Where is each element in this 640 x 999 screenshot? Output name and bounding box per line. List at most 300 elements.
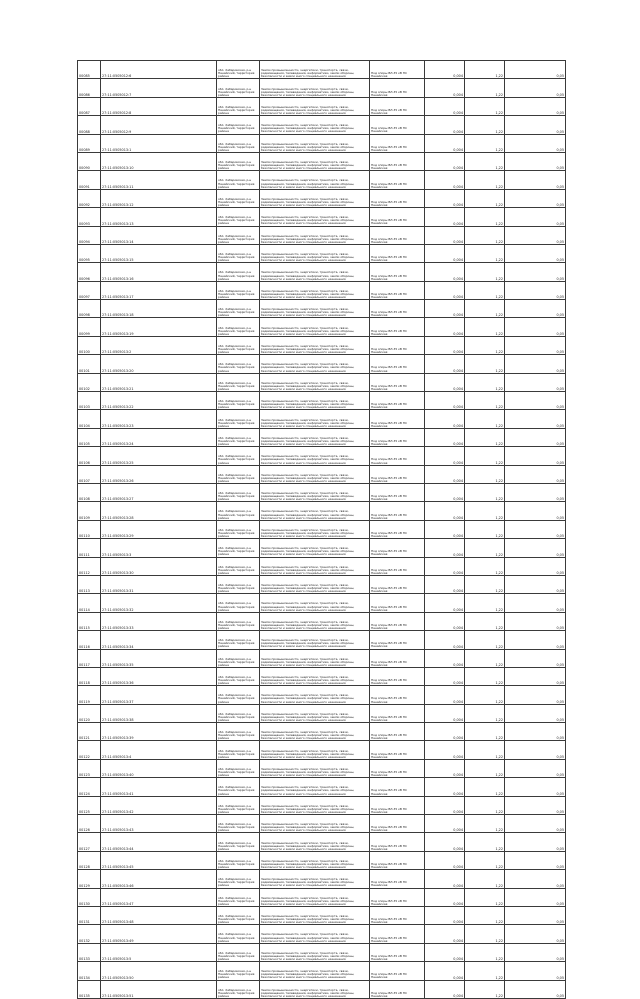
row-number-cell-text: 00093 bbox=[79, 221, 90, 226]
cadastral-number-cell bbox=[101, 318, 217, 336]
land-category-cell-text: Земли промышленности, энергетики, транспорта, связи, радиовещания, телевидения, информатики, земли обороны, безопасности и земли иного специального назначения bbox=[261, 841, 355, 851]
coefficient-cell-text: 1,22 bbox=[495, 552, 503, 557]
table-row bbox=[78, 318, 566, 336]
coefficient-cell-text: 1,22 bbox=[495, 570, 503, 575]
row-number-cell-text: 00094 bbox=[79, 239, 90, 244]
area-cell-text: 0,004 bbox=[453, 331, 463, 336]
cost-cell-text: 0,05 bbox=[556, 810, 564, 815]
table-row bbox=[78, 208, 566, 226]
cost-cell bbox=[505, 300, 566, 318]
coefficient-cell bbox=[465, 649, 505, 667]
area-cell bbox=[425, 980, 465, 998]
area-cell bbox=[425, 575, 465, 593]
cost-cell-text: 0,05 bbox=[556, 239, 564, 244]
coefficient-cell-text: 1,22 bbox=[495, 368, 503, 373]
row-number-cell-text: 00116 bbox=[79, 644, 90, 649]
permitted-use-cell bbox=[370, 631, 425, 649]
land-category-cell-text: Земли промышленности, энергетики, транспорта, связи, радиовещания, телевидения, информатики, земли обороны, безопасности и земли иного специального назначения bbox=[261, 657, 355, 667]
land-category-cell bbox=[260, 97, 370, 115]
permitted-use-cell bbox=[370, 649, 425, 667]
coefficient-cell bbox=[465, 686, 505, 704]
area-cell bbox=[425, 373, 465, 391]
location-cell-text: обл. Хабаровская, р-н Нанайский, территория района bbox=[218, 234, 255, 244]
row-number-cell bbox=[78, 263, 101, 281]
cadastral-number-cell bbox=[101, 244, 217, 262]
coefficient-cell bbox=[465, 539, 505, 557]
location-cell-text: обл. Хабаровская, р-н Нанайский, территория района bbox=[218, 915, 255, 925]
location-cell bbox=[217, 318, 260, 336]
cost-cell-text: 0,05 bbox=[556, 387, 564, 392]
cadastral-number-cell bbox=[101, 778, 217, 796]
cadastral-number-cell-text: 27:11:0505013:39 bbox=[102, 736, 134, 741]
area-cell bbox=[425, 502, 465, 520]
permitted-use-cell bbox=[370, 483, 425, 501]
area-cell-text: 0,004 bbox=[453, 810, 463, 815]
area-cell bbox=[425, 962, 465, 980]
location-cell-text: обл. Хабаровская, р-н Нанайский, территория района bbox=[218, 988, 255, 998]
permitted-use-cell-text: Под опоры ВЛ-35 кВ ПС Нанайская bbox=[371, 899, 407, 906]
coefficient-cell-text: 1,22 bbox=[495, 846, 503, 851]
coefficient-cell-text: 1,22 bbox=[495, 350, 503, 355]
row-number-cell-text: 00086 bbox=[79, 92, 90, 97]
row-number-cell-text: 00107 bbox=[79, 478, 90, 483]
cost-cell-text: 0,05 bbox=[556, 534, 564, 539]
area-cell bbox=[425, 649, 465, 667]
land-category-cell-text: Земли промышленности, энергетики, транспорта, связи, радиовещания, телевидения, информатики, земли обороны, безопасности и земли иного специального назначения bbox=[261, 970, 355, 980]
cadastral-number-cell bbox=[101, 686, 217, 704]
area-cell bbox=[425, 796, 465, 814]
location-cell bbox=[217, 189, 260, 207]
cost-cell-text: 0,05 bbox=[556, 276, 564, 281]
row-number-cell bbox=[78, 189, 101, 207]
area-cell-text: 0,004 bbox=[453, 221, 463, 226]
table-row bbox=[78, 851, 566, 869]
area-cell-text: 0,004 bbox=[453, 846, 463, 851]
area-cell-text: 0,004 bbox=[453, 368, 463, 373]
permitted-use-cell-text: Под опоры ВЛ-35 кВ ПС Нанайская bbox=[371, 237, 407, 244]
cost-cell-text: 0,05 bbox=[556, 92, 564, 97]
cadastral-number-cell-text: 27:11:0505013:51 bbox=[102, 993, 134, 998]
land-category-cell-text: Земли промышленности, энергетики, транспорта, связи, радиовещания, телевидения, информатики, земли обороны, безопасности и земли иного специального назначения bbox=[261, 786, 355, 796]
land-category-cell bbox=[260, 281, 370, 299]
permitted-use-cell bbox=[370, 152, 425, 170]
area-cell-text: 0,004 bbox=[453, 975, 463, 980]
location-cell bbox=[217, 796, 260, 814]
land-category-cell bbox=[260, 134, 370, 152]
location-cell bbox=[217, 300, 260, 318]
cost-cell bbox=[505, 741, 566, 759]
location-cell bbox=[217, 152, 260, 170]
row-number-cell-text: 00097 bbox=[79, 295, 90, 300]
permitted-use-cell bbox=[370, 79, 425, 97]
row-number-cell-text: 00122 bbox=[79, 754, 90, 759]
cost-cell bbox=[505, 189, 566, 207]
row-number-cell bbox=[78, 428, 101, 446]
cost-cell-text: 0,05 bbox=[556, 74, 564, 79]
permitted-use-cell-text: Под опоры ВЛ-35 кВ ПС Нанайская bbox=[371, 715, 407, 722]
table-row bbox=[78, 980, 566, 998]
area-cell-text: 0,004 bbox=[453, 129, 463, 134]
row-number-cell bbox=[78, 631, 101, 649]
cadastral-number-cell-text: 27:11:0505013:36 bbox=[102, 681, 134, 686]
permitted-use-cell bbox=[370, 796, 425, 814]
area-cell-text: 0,004 bbox=[453, 920, 463, 925]
cost-cell-text: 0,05 bbox=[556, 515, 564, 520]
location-cell bbox=[217, 61, 260, 79]
coefficient-cell-text: 1,22 bbox=[495, 405, 503, 410]
area-cell bbox=[425, 925, 465, 943]
location-cell bbox=[217, 815, 260, 833]
row-number-cell-text: 00092 bbox=[79, 203, 90, 208]
coefficient-cell-text: 1,22 bbox=[495, 607, 503, 612]
area-cell-text: 0,004 bbox=[453, 166, 463, 171]
location-cell-text: обл. Хабаровская, р-н Нанайский, территория района bbox=[218, 455, 255, 465]
location-cell bbox=[217, 870, 260, 888]
coefficient-cell-text: 1,22 bbox=[495, 718, 503, 723]
coefficient-cell bbox=[465, 97, 505, 115]
table-row bbox=[78, 925, 566, 943]
table-row bbox=[78, 649, 566, 667]
location-cell-text: обл. Хабаровская, р-н Нанайский, территория района bbox=[218, 951, 255, 962]
location-cell bbox=[217, 410, 260, 428]
location-cell-text: обл. Хабаровская, р-н Нанайский, территория района bbox=[218, 547, 255, 557]
permitted-use-cell bbox=[370, 539, 425, 557]
table-row bbox=[78, 962, 566, 980]
coefficient-cell-text: 1,22 bbox=[495, 331, 503, 336]
area-cell-text: 0,004 bbox=[453, 258, 463, 263]
cadastral-number-cell-text: 27:11:0505013:5 bbox=[102, 957, 132, 962]
cost-cell-text: 0,05 bbox=[556, 552, 564, 557]
cadastral-number-cell bbox=[101, 428, 217, 446]
table-row bbox=[78, 520, 566, 538]
location-cell bbox=[217, 833, 260, 851]
permitted-use-cell bbox=[370, 575, 425, 593]
location-cell-text: обл. Хабаровская, р-н Нанайский, территория района bbox=[218, 510, 255, 520]
row-number-cell bbox=[78, 226, 101, 244]
location-cell bbox=[217, 759, 260, 777]
row-number-cell-text: 00121 bbox=[79, 736, 90, 741]
row-number-cell-text: 00123 bbox=[79, 773, 90, 778]
area-cell-text: 0,004 bbox=[453, 552, 463, 557]
area-cell-text: 0,004 bbox=[453, 350, 463, 355]
row-number-cell bbox=[78, 520, 101, 538]
land-category-cell-text: Земли промышленности, энергетики, транспорта, связи, радиовещания, телевидения, информатики, земли обороны, безопасности и земли иного специального назначения bbox=[261, 253, 355, 263]
row-number-cell-text: 00087 bbox=[79, 111, 90, 116]
cost-cell-text: 0,05 bbox=[556, 901, 564, 906]
row-number-cell bbox=[78, 300, 101, 318]
land-category-cell bbox=[260, 392, 370, 410]
cadastral-number-cell bbox=[101, 704, 217, 722]
cost-cell bbox=[505, 226, 566, 244]
cost-cell-text: 0,05 bbox=[556, 662, 564, 667]
cadastral-number-cell-text: 27:11:0505013:3 bbox=[102, 552, 132, 557]
location-cell bbox=[217, 851, 260, 869]
permitted-use-cell-text: Под опоры ВЛ-35 кВ ПС Нанайская bbox=[371, 826, 407, 833]
cost-cell-text: 0,05 bbox=[556, 497, 564, 502]
area-cell-text: 0,004 bbox=[453, 607, 463, 612]
cadastral-number-cell bbox=[101, 336, 217, 354]
cost-cell-text: 0,05 bbox=[556, 828, 564, 833]
area-cell bbox=[425, 244, 465, 262]
coefficient-cell-text: 1,22 bbox=[495, 423, 503, 428]
permitted-use-cell-text: Под опоры ВЛ-35 кВ ПС Нанайская bbox=[371, 587, 407, 594]
cost-cell bbox=[505, 575, 566, 593]
land-category-cell bbox=[260, 410, 370, 428]
coefficient-cell bbox=[465, 704, 505, 722]
cost-cell bbox=[505, 778, 566, 796]
table-row bbox=[78, 300, 566, 318]
cadastral-number-cell-text: 27:11:0505013:38 bbox=[102, 718, 134, 723]
land-category-cell-text: Земли промышленности, энергетики, транспорта, связи, радиовещания, телевидения, информатики, земли обороны, безопасности и земли иного специального назначения bbox=[261, 694, 355, 704]
area-cell bbox=[425, 116, 465, 134]
area-cell bbox=[425, 870, 465, 888]
land-category-cell bbox=[260, 336, 370, 354]
location-cell bbox=[217, 575, 260, 593]
cost-cell bbox=[505, 281, 566, 299]
cadastral-number-cell-text: 27:11:0505013:40 bbox=[102, 773, 134, 778]
cadastral-number-cell-text: 27:11:0505013:10 bbox=[102, 166, 134, 171]
land-category-cell bbox=[260, 483, 370, 501]
row-number-cell-text: 00135 bbox=[79, 993, 90, 998]
location-cell bbox=[217, 281, 260, 299]
land-category-cell-text: Земли промышленности, энергетики, транспорта, связи, радиовещания, телевидения, информатики, земли обороны, безопасности и земли иного специального назначения bbox=[261, 639, 355, 649]
coefficient-cell-text: 1,22 bbox=[495, 791, 503, 796]
row-number-cell-text: 00125 bbox=[79, 810, 90, 815]
permitted-use-cell bbox=[370, 594, 425, 612]
row-number-cell bbox=[78, 410, 101, 428]
location-cell bbox=[217, 171, 260, 189]
cost-cell bbox=[505, 557, 566, 575]
cadastral-number-cell bbox=[101, 263, 217, 281]
land-category-cell-text: Земли промышленности, энергетики, транспорта, связи, радиовещания, телевидения, информатики, земли обороны, безопасности и земли иного специального назначения bbox=[261, 197, 355, 208]
location-cell bbox=[217, 336, 260, 354]
table-row bbox=[78, 631, 566, 649]
area-cell-text: 0,004 bbox=[453, 865, 463, 870]
row-number-cell bbox=[78, 741, 101, 759]
row-number-cell bbox=[78, 336, 101, 354]
location-cell-text: обл. Хабаровская, р-н Нанайский, территория района bbox=[218, 473, 255, 483]
permitted-use-cell bbox=[370, 943, 425, 961]
table-row bbox=[78, 447, 566, 465]
cadastral-number-cell bbox=[101, 79, 217, 97]
area-cell-text: 0,004 bbox=[453, 699, 463, 704]
coefficient-cell bbox=[465, 61, 505, 79]
location-cell bbox=[217, 97, 260, 115]
area-cell-text: 0,004 bbox=[453, 92, 463, 97]
cadastral-number-cell bbox=[101, 833, 217, 851]
cadastral-number-cell bbox=[101, 906, 217, 924]
location-cell bbox=[217, 943, 260, 961]
area-cell-text: 0,004 bbox=[453, 626, 463, 631]
cadastral-number-cell-text: 27:11:0505012:7 bbox=[102, 92, 132, 97]
area-cell bbox=[425, 723, 465, 741]
cadastral-number-cell-text: 27:11:0505013:49 bbox=[102, 938, 134, 943]
permitted-use-cell-text: Под опоры ВЛ-35 кВ ПС Нанайская bbox=[371, 973, 407, 980]
cost-cell-text: 0,05 bbox=[556, 791, 564, 796]
row-number-cell bbox=[78, 281, 101, 299]
permitted-use-cell-text: Под опоры ВЛ-35 кВ ПС Нанайская bbox=[371, 531, 407, 539]
location-cell-text: обл. Хабаровская, р-н Нанайский, территория района bbox=[218, 694, 255, 704]
location-cell-text: обл. Хабаровская, р-н Нанайский, территория района bbox=[218, 970, 255, 980]
row-number-cell bbox=[78, 612, 101, 630]
location-cell-text: обл. Хабаровская, р-н Нанайский, территория района bbox=[218, 363, 255, 373]
area-cell bbox=[425, 79, 465, 97]
area-cell bbox=[425, 392, 465, 410]
land-category-cell-text: Земли промышленности, энергетики, транспорта, связи, радиовещания, телевидения, информатики, земли обороны, безопасности и земли иного специального назначения bbox=[261, 823, 355, 833]
cost-cell bbox=[505, 355, 566, 373]
area-cell bbox=[425, 410, 465, 428]
cadastral-number-cell-text: 27:11:0505013:27 bbox=[102, 497, 134, 502]
cadastral-number-cell bbox=[101, 723, 217, 741]
permitted-use-cell bbox=[370, 263, 425, 281]
permitted-use-cell bbox=[370, 520, 425, 538]
land-category-cell-text: Земли промышленности, энергетики, транспорта, связи, радиовещания, телевидения, информатики, земли обороны, безопасности и земли иного специального назначения bbox=[261, 142, 355, 152]
location-cell bbox=[217, 134, 260, 152]
cadastral-number-cell bbox=[101, 980, 217, 998]
cost-cell-text: 0,05 bbox=[556, 331, 564, 336]
table-row bbox=[78, 355, 566, 373]
permitted-use-cell-text: Под опоры ВЛ-35 кВ ПС Нанайская bbox=[371, 642, 407, 649]
cost-cell-text: 0,05 bbox=[556, 570, 564, 575]
cadastral-number-cell-text: 27:11:0505013:21 bbox=[102, 387, 134, 392]
permitted-use-cell-text: Под опоры ВЛ-35 кВ ПС Нанайская bbox=[371, 513, 407, 520]
cost-cell bbox=[505, 483, 566, 501]
cost-cell-text: 0,05 bbox=[556, 754, 564, 759]
area-cell bbox=[425, 851, 465, 869]
cost-cell-text: 0,05 bbox=[556, 147, 564, 152]
area-cell bbox=[425, 428, 465, 446]
permitted-use-cell-text: Под опоры ВЛ-35 кВ ПС Нанайская bbox=[371, 752, 407, 759]
area-cell bbox=[425, 759, 465, 777]
area-cell bbox=[425, 226, 465, 244]
cost-cell-text: 0,05 bbox=[556, 938, 564, 943]
location-cell-text: обл. Хабаровская, р-н Нанайский, территория района bbox=[218, 896, 255, 906]
row-number-cell bbox=[78, 704, 101, 722]
cost-cell-text: 0,05 bbox=[556, 442, 564, 447]
cadastral-number-cell-text: 27:11:0505013:15 bbox=[102, 258, 134, 263]
area-cell-text: 0,004 bbox=[453, 203, 463, 208]
permitted-use-cell bbox=[370, 208, 425, 226]
location-cell-text: обл. Хабаровская, р-н Нанайский, территория района bbox=[218, 584, 255, 594]
area-cell-text: 0,004 bbox=[453, 828, 463, 833]
row-number-cell-text: 00134 bbox=[79, 975, 90, 980]
location-cell bbox=[217, 392, 260, 410]
cadastral-number-cell bbox=[101, 300, 217, 318]
area-cell bbox=[425, 208, 465, 226]
row-number-cell bbox=[78, 851, 101, 869]
land-category-cell bbox=[260, 888, 370, 906]
land-category-cell bbox=[260, 557, 370, 575]
area-cell bbox=[425, 465, 465, 483]
cost-cell bbox=[505, 318, 566, 336]
land-category-cell-text: Земли промышленности, энергетики, транспорта, связи, радиовещания, телевидения, информатики, земли обороны, безопасности и земли иного специального назначения bbox=[261, 547, 355, 557]
cost-cell-text: 0,05 bbox=[556, 478, 564, 483]
cost-cell-text: 0,05 bbox=[556, 846, 564, 851]
area-cell bbox=[425, 833, 465, 851]
permitted-use-cell bbox=[370, 723, 425, 741]
permitted-use-cell bbox=[370, 741, 425, 759]
cost-cell bbox=[505, 410, 566, 428]
location-cell-text: обл. Хабаровская, р-н Нанайский, территория района bbox=[218, 767, 255, 778]
registry-table-body bbox=[78, 61, 566, 999]
area-cell bbox=[425, 189, 465, 207]
permitted-use-cell bbox=[370, 980, 425, 998]
coefficient-cell-text: 1,22 bbox=[495, 258, 503, 263]
area-cell bbox=[425, 318, 465, 336]
coefficient-cell-text: 1,22 bbox=[495, 203, 503, 208]
permitted-use-cell bbox=[370, 925, 425, 943]
area-cell bbox=[425, 686, 465, 704]
coefficient-cell bbox=[465, 318, 505, 336]
cost-cell bbox=[505, 263, 566, 281]
area-cell bbox=[425, 97, 465, 115]
coefficient-cell bbox=[465, 906, 505, 924]
cadastral-number-cell bbox=[101, 465, 217, 483]
cost-cell bbox=[505, 759, 566, 777]
land-category-cell bbox=[260, 300, 370, 318]
permitted-use-cell-text: Под опоры ВЛ-35 кВ ПС Нанайская bbox=[371, 440, 407, 447]
cost-cell-text: 0,05 bbox=[556, 607, 564, 612]
cadastral-number-cell bbox=[101, 925, 217, 943]
location-cell-text: обл. Хабаровская, р-н Нанайский, территория района bbox=[218, 528, 255, 539]
row-number-cell bbox=[78, 61, 101, 79]
table-row bbox=[78, 741, 566, 759]
land-category-cell bbox=[260, 870, 370, 888]
permitted-use-cell-text: Под опоры ВЛ-35 кВ ПС Нанайская bbox=[371, 679, 407, 686]
area-cell bbox=[425, 557, 465, 575]
table-row bbox=[78, 906, 566, 924]
area-cell-text: 0,004 bbox=[453, 111, 463, 116]
cadastral-number-cell-text: 27:11:0505012:8 bbox=[102, 111, 132, 116]
location-cell-text: обл. Хабаровская, р-н Нанайский, территория района bbox=[218, 749, 255, 759]
cost-cell bbox=[505, 980, 566, 998]
cost-cell bbox=[505, 943, 566, 961]
permitted-use-cell-text: Под опоры ВЛ-35 кВ ПС Нанайская bbox=[371, 605, 407, 612]
table-row bbox=[78, 612, 566, 630]
permitted-use-cell bbox=[370, 815, 425, 833]
area-cell-text: 0,004 bbox=[453, 387, 463, 392]
coefficient-cell-text: 1,22 bbox=[495, 442, 503, 447]
land-category-cell bbox=[260, 667, 370, 685]
cadastral-number-cell bbox=[101, 557, 217, 575]
cost-cell-text: 0,05 bbox=[556, 368, 564, 373]
cost-cell-text: 0,05 bbox=[556, 681, 564, 686]
location-cell-text: обл. Хабаровская, р-н Нанайский, территория района bbox=[218, 124, 255, 134]
cost-cell bbox=[505, 520, 566, 538]
cost-cell-text: 0,05 bbox=[556, 626, 564, 631]
location-cell bbox=[217, 906, 260, 924]
land-category-cell bbox=[260, 152, 370, 170]
area-cell-text: 0,004 bbox=[453, 589, 463, 594]
permitted-use-cell-text: Под опоры ВЛ-35 кВ ПС Нанайская bbox=[371, 164, 407, 171]
cadastral-number-cell bbox=[101, 373, 217, 391]
area-cell bbox=[425, 906, 465, 924]
land-category-cell bbox=[260, 226, 370, 244]
land-category-cell-text: Земли промышленности, энергетики, транспорта, связи, радиовещания, телевидения, информатики, земли обороны, безопасности и земли иного специального назначения bbox=[261, 271, 355, 281]
row-number-cell bbox=[78, 594, 101, 612]
cadastral-number-cell-text: 27:11:0505013:4 bbox=[102, 754, 132, 759]
cadastral-number-cell-text: 27:11:0505013:18 bbox=[102, 313, 134, 318]
location-cell-text: обл. Хабаровская, р-н Нанайский, территория района bbox=[218, 859, 255, 870]
area-cell-text: 0,004 bbox=[453, 405, 463, 410]
permitted-use-cell bbox=[370, 336, 425, 354]
location-cell-text: обл. Хабаровская, р-н Нанайский, территория района bbox=[218, 344, 255, 355]
table-row bbox=[78, 244, 566, 262]
cadastral-number-cell-text: 27:11:0505013:31 bbox=[102, 589, 134, 594]
area-cell bbox=[425, 300, 465, 318]
area-cell-text: 0,004 bbox=[453, 442, 463, 447]
area-cell-text: 0,004 bbox=[453, 74, 463, 79]
